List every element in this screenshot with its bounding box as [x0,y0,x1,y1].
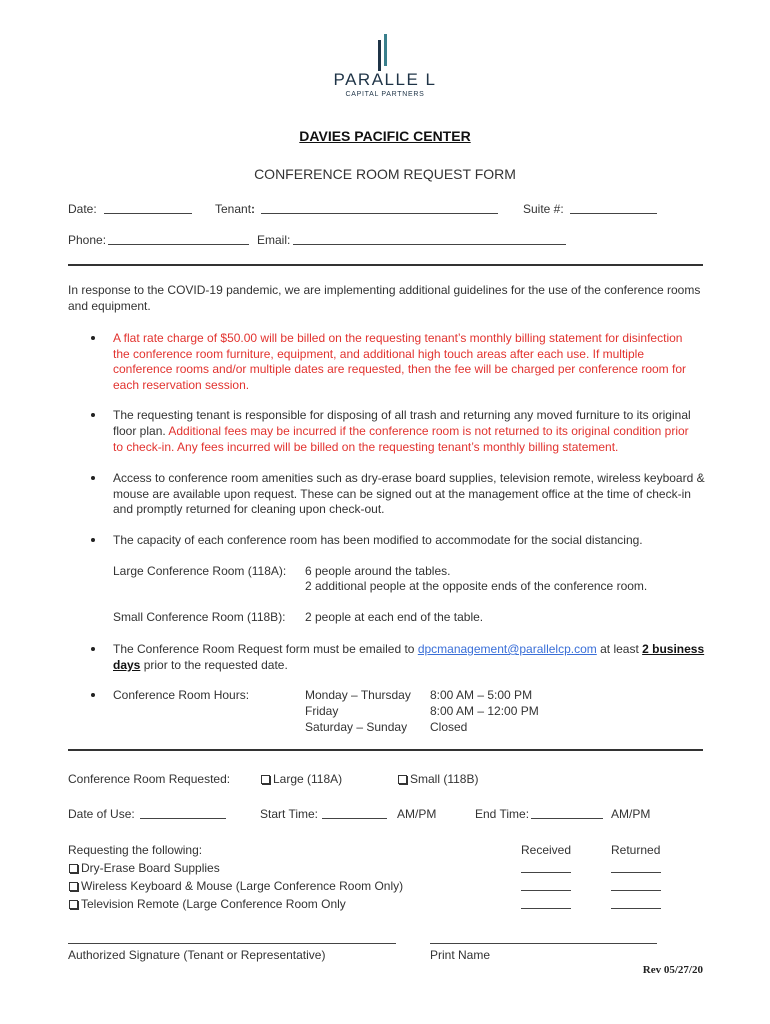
signature-field[interactable] [68,930,396,944]
deadline-emphasis: days [113,658,141,672]
small-room-option-label[interactable]: Small (118B) [410,772,479,786]
large-room-option-label[interactable]: Large (118A) [273,772,343,786]
trash-line-warning: to check-in. Any fees incurred will be billed on the requesting tenant’s monthly billing statement. [113,440,619,454]
tv-remote-received-field[interactable] [521,895,571,909]
small-room-checkbox[interactable] [398,775,407,784]
building-title: DAVIES PACIFIC CENTER [299,128,471,144]
hours-label: Conference Room Hours: [113,688,250,702]
tenant-label [215,201,255,217]
tenant-label-text: Tenant [215,202,252,216]
returned-header: Returned [611,843,661,857]
suite-label: Suite #: [523,202,564,216]
trash-line [113,423,689,439]
fee-line: each reservation session. [113,378,250,392]
room-requested-label: Conference Room Requested: [68,772,231,786]
small-room-capacity-text: 2 people at each end of the table. [305,610,484,624]
hours-days: Saturday – Sunday [305,720,408,734]
deadline-middle: at least [596,642,643,656]
print-name-field[interactable] [430,930,657,944]
capacity-text: The capacity of each conference room has been modified to accommodate for the social distancing. [113,533,643,547]
deadline-suffix: prior to the requested date. [140,658,288,672]
items-label: Requesting the following: [68,843,203,857]
amenities-line: Access to conference room amenities such as dry-erase board supplies, television remote, wireless keyboard & [113,471,705,485]
small-room-capacity-label: Small Conference Room (118B): [113,610,286,624]
end-time-label: End Time: [475,807,530,821]
phone-field[interactable] [108,231,249,245]
end-period-label: AM/PM [611,807,651,821]
keyboard-mouse-checkbox[interactable] [69,882,78,891]
tenant-field[interactable] [261,200,498,214]
intro-line: In response to the COVID-19 pandemic, we are implementing additional guidelines for the use of the conference rooms [68,283,701,297]
hours-time: Closed [430,720,468,734]
bullet-icon [91,336,95,340]
amenities-line: mouse are available upon request. These can be signed out at the management office at the time of check-in [113,487,691,501]
fee-line: conference rooms and/or multiple dates are requested, then the fee will be charged per conference room for [113,362,686,376]
print-name-label: Print Name [430,948,491,962]
section-divider [68,264,703,266]
bullet-icon [91,476,95,480]
large-room-capacity-label: Large Conference Room (118A): [113,564,287,578]
revision-label: Rev 05/27/20 [642,964,703,976]
date-label: Date: [68,202,97,216]
trash-line: The requesting tenant is responsible for disposing of all trash and returning any moved furniture to its original [113,408,691,422]
signature-label: Authorized Signature (Tenant or Representative) [68,948,326,962]
dry-erase-received-field[interactable] [521,859,571,873]
date-of-use-field[interactable] [140,805,226,819]
hours-time: 8:00 AM – 12:00 PM [430,704,539,718]
amenities-line: and promptly returned for cleaning upon check-out. [113,502,385,516]
deadline-line [113,657,288,673]
keyboard-mouse-label[interactable]: Wireless Keyboard & Mouse (Large Conference Room Only) [81,879,404,893]
start-time-field[interactable] [322,805,387,819]
bullet-icon [91,413,95,417]
form-title: CONFERENCE ROOM REQUEST FORM [254,166,516,182]
deadline-prefix: The Conference Room Request form must be emailed to [113,642,418,656]
tenant-label-colon: : [251,202,256,216]
dry-erase-returned-field[interactable] [611,859,661,873]
received-header: Received [521,843,572,857]
section-divider [68,749,703,751]
bullet-icon [91,647,95,651]
large-room-capacity-line: 6 people around the tables. [305,564,451,578]
logo-wordmark: PARALLE L [333,70,437,89]
large-room-checkbox[interactable] [261,775,270,784]
end-time-field[interactable] [531,805,603,819]
management-email-link[interactable]: dpcmanagement@parallelcp.com [417,642,597,656]
hours-days: Monday – Thursday [305,688,411,702]
phone-label: Phone: [68,233,107,247]
start-period-label: AM/PM [397,807,437,821]
email-field[interactable] [293,231,566,245]
date-field[interactable] [104,200,192,214]
deadline-line [113,641,704,657]
trash-line-plain: floor plan. [113,424,169,438]
logo-tagline: CAPITAL PARTNERS [345,91,425,98]
hours-days: Friday [305,704,339,718]
tv-remote-checkbox[interactable] [69,900,78,909]
email-label: Email: [257,233,291,247]
suite-field[interactable] [570,200,657,214]
date-of-use-label: Date of Use: [68,807,135,821]
logo-bar-icon [384,34,387,66]
fee-line: A flat rate charge of $50.00 will be billed on the requesting tenant’s monthly billing statement for disinfection [113,331,683,345]
hours-time: 8:00 AM – 5:00 PM [430,688,533,702]
deadline-emphasis: 2 business [642,642,705,656]
large-room-capacity-line: 2 additional people at the opposite ends of the conference room. [305,579,648,593]
tv-remote-returned-field[interactable] [611,895,661,909]
keyboard-mouse-received-field[interactable] [521,877,571,891]
dry-erase-label[interactable]: Dry-Erase Board Supplies [81,861,220,875]
tv-remote-label[interactable]: Television Remote (Large Conference Room Only [81,897,346,911]
fee-line: the conference room furniture, equipment, and additional high touch areas after each use. If multiple [113,347,644,361]
bullet-icon [91,693,95,697]
keyboard-mouse-returned-field[interactable] [611,877,661,891]
logo-bar-icon [378,40,381,71]
dry-erase-checkbox[interactable] [69,864,78,873]
start-time-label: Start Time: [260,807,319,821]
trash-line-warning: Additional fees may be incurred if the conference room is not returned to its original condition prior [168,424,689,438]
bullet-icon [91,538,95,542]
intro-line: and equipment. [68,299,151,313]
